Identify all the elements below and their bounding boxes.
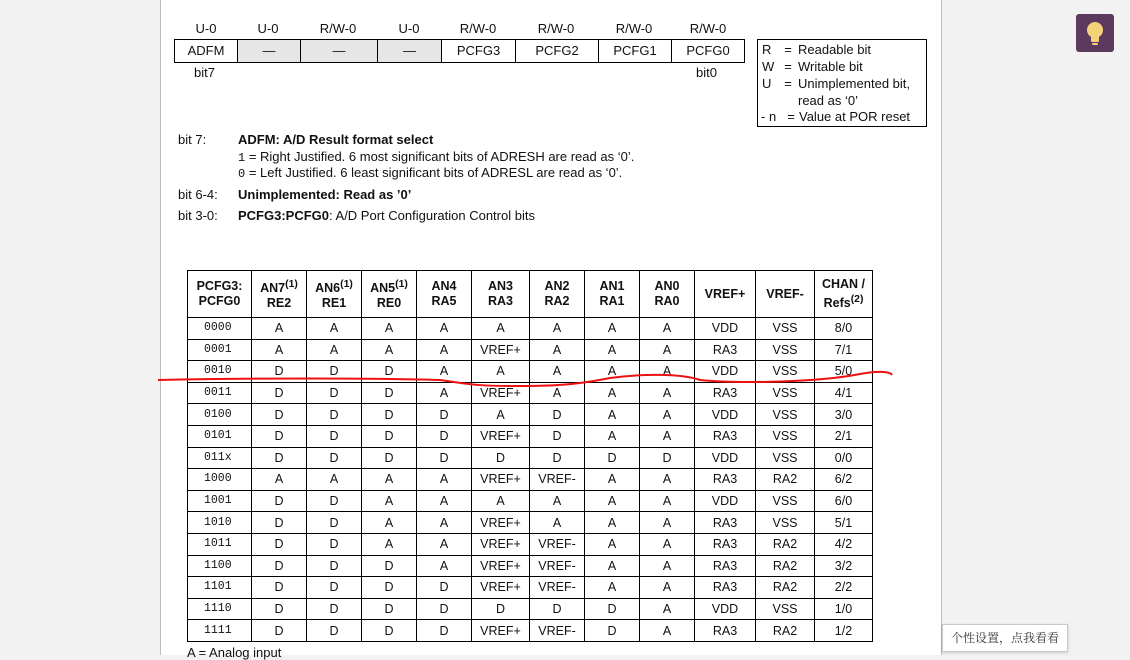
table-cell: D (307, 404, 362, 426)
table-cell: A (585, 339, 640, 361)
table-cell: RA2 (756, 533, 815, 555)
table-cell: VREF+ (472, 382, 530, 404)
table-cell: 1/2 (815, 620, 873, 642)
table-cell: A (640, 318, 695, 340)
table-cell: 6/2 (815, 469, 873, 491)
table-cell: D (585, 620, 640, 642)
table-cell: VREF- (530, 555, 585, 577)
table-cell: VSS (756, 512, 815, 534)
table-cell: VDD (695, 598, 756, 620)
table-cell: D (530, 404, 585, 426)
table-cell: VREF+ (472, 620, 530, 642)
col-header-chan: CHAN / Refs$^{(2)}$ (815, 271, 873, 318)
table-cell: A (362, 533, 417, 555)
table-cell: A (640, 425, 695, 447)
table-cell: VSS (756, 382, 815, 404)
pcfg-code-cell: 1110 (188, 598, 252, 620)
legend-row: read as ‘0’ (798, 93, 858, 108)
table-row (188, 361, 873, 383)
table-cell: VREF- (530, 533, 585, 555)
table-cell: D (252, 533, 307, 555)
table-cell: RA3 (695, 469, 756, 491)
legend-row: U = Unimplemented bit, (762, 76, 910, 91)
table-cell: A (640, 361, 695, 383)
table-cell: A (472, 404, 530, 426)
bit7-title: ADFM: A/D Result format select (238, 132, 434, 147)
reg-bit-adfm: ADFM (175, 40, 238, 62)
table-cell: VDD (695, 490, 756, 512)
table-cell: A (640, 598, 695, 620)
table-cell: D (530, 447, 585, 469)
table-cell: D (472, 598, 530, 620)
table-row (188, 555, 873, 577)
bit-low-label: bit0 (696, 65, 717, 80)
table-row (188, 598, 873, 620)
table-cell: RA3 (695, 339, 756, 361)
table-cell: A (585, 512, 640, 534)
table-cell: RA3 (695, 555, 756, 577)
table-cell: D (307, 577, 362, 599)
table-cell: RA2 (756, 577, 815, 599)
col-header-an5: AN5$^{(1)}$ RE0 (362, 271, 417, 318)
table-cell: VREF+ (472, 577, 530, 599)
table-row (188, 490, 873, 512)
access-bit1: R/W-0 (615, 21, 653, 36)
table-cell: 5/1 (815, 512, 873, 534)
table-cell: A (307, 469, 362, 491)
table-cell: A (585, 555, 640, 577)
table-cell: D (362, 404, 417, 426)
hint-button[interactable] (1076, 14, 1114, 52)
pcfg-code-cell: 1000 (188, 469, 252, 491)
pcfg-code-cell: 0010 (188, 361, 252, 383)
table-cell: A (640, 469, 695, 491)
legend-row: - n = Value at POR reset (761, 109, 911, 124)
bit7-label: bit 7: (178, 132, 207, 147)
table-cell: RA3 (695, 533, 756, 555)
bit30-label: bit 3-0: (178, 208, 218, 223)
pcfg-code-cell: 0100 (188, 404, 252, 426)
table-cell: A (585, 382, 640, 404)
table-cell: A (585, 577, 640, 599)
table-cell: RA3 (695, 620, 756, 642)
table-cell: D (417, 620, 472, 642)
table-row (188, 469, 873, 491)
table-cell: RA2 (756, 620, 815, 642)
settings-tooltip[interactable]: 个性设置，点我看看 (942, 624, 1068, 652)
table-cell: VDD (695, 318, 756, 340)
table-cell: A (530, 318, 585, 340)
reg-bit5: — (301, 40, 378, 62)
table-cell: A (585, 490, 640, 512)
table-cell: 3/0 (815, 404, 873, 426)
lightbulb-icon (1076, 14, 1114, 52)
table-cell: A (417, 382, 472, 404)
col-header-an2: AN2 RA2 (530, 271, 585, 318)
footnote: A = Analog input (187, 645, 282, 660)
access-bit7: U-0 (195, 21, 217, 36)
table-cell: A (472, 361, 530, 383)
table-cell: D (252, 490, 307, 512)
table-cell: 2/1 (815, 425, 873, 447)
table-cell: D (252, 620, 307, 642)
access-bit2: R/W-0 (537, 21, 575, 36)
table-cell: VREF+ (472, 555, 530, 577)
table-cell: A (530, 490, 585, 512)
table-cell: D (252, 447, 307, 469)
table-cell: A (252, 318, 307, 340)
access-bit4: U-0 (398, 21, 420, 36)
table-cell: D (362, 620, 417, 642)
col-header-an3: AN3 RA3 (472, 271, 530, 318)
table-cell: D (362, 382, 417, 404)
pcfg-code-cell: 0000 (188, 318, 252, 340)
table-cell: D (362, 425, 417, 447)
table-cell: D (417, 404, 472, 426)
table-cell: A (585, 533, 640, 555)
table-cell: D (417, 598, 472, 620)
table-row (188, 533, 873, 555)
table-row (188, 318, 873, 340)
access-bit5: R/W-0 (319, 21, 357, 36)
table-cell: D (307, 555, 362, 577)
table-cell: VSS (756, 598, 815, 620)
table-cell: A (530, 382, 585, 404)
pcfg-code-cell: 1010 (188, 512, 252, 534)
pcfg-code-cell: 011x (188, 447, 252, 469)
table-cell: VDD (695, 361, 756, 383)
table-cell: D (307, 598, 362, 620)
table-cell: D (362, 447, 417, 469)
col-header-pcfg: PCFG3: PCFG0 (188, 271, 252, 318)
table-cell: 4/2 (815, 533, 873, 555)
table-cell: A (252, 339, 307, 361)
table-row (188, 447, 873, 469)
table-cell: VREF- (530, 469, 585, 491)
reg-bit-pcfg2: PCFG2 (516, 40, 599, 62)
table-cell: 7/1 (815, 339, 873, 361)
table-cell: D (640, 447, 695, 469)
table-cell: A (472, 490, 530, 512)
pcfg-code-cell: 1111 (188, 620, 252, 642)
table-cell: A (417, 361, 472, 383)
table-cell: A (417, 555, 472, 577)
table-row (188, 512, 873, 534)
table-cell: D (530, 598, 585, 620)
table-cell: D (362, 577, 417, 599)
table-cell: D (417, 425, 472, 447)
table-cell: 1/0 (815, 598, 873, 620)
table-cell: A (640, 382, 695, 404)
table-cell: D (252, 425, 307, 447)
col-header-vrefp: VREF+ (695, 271, 756, 318)
table-row (188, 577, 873, 599)
table-cell: D (307, 490, 362, 512)
table-cell: D (530, 425, 585, 447)
table-cell: A (585, 318, 640, 340)
table-cell: A (417, 533, 472, 555)
table-cell: D (585, 598, 640, 620)
col-header-an4: AN4 RA5 (417, 271, 472, 318)
access-bit0: R/W-0 (689, 21, 727, 36)
col-header-vrefm: VREF- (756, 271, 815, 318)
table-cell: VREF- (530, 577, 585, 599)
table-cell: 4/1 (815, 382, 873, 404)
table-cell: D (252, 512, 307, 534)
bit64-label: bit 6-4: (178, 187, 218, 202)
bit64-title: Unimplemented: Read as ’0’ (238, 187, 412, 202)
table-cell: VREF+ (472, 469, 530, 491)
table-cell: A (640, 620, 695, 642)
table-cell: A (417, 490, 472, 512)
legend-row: R = Readable bit (762, 42, 871, 57)
pcfg-code-cell: 0001 (188, 339, 252, 361)
table-cell: D (585, 447, 640, 469)
col-header-an1: AN1 RA1 (585, 271, 640, 318)
table-cell: VDD (695, 404, 756, 426)
table-cell: A (417, 339, 472, 361)
table-cell: 8/0 (815, 318, 873, 340)
table-row (188, 425, 873, 447)
table-row (188, 339, 873, 361)
table-cell: A (252, 469, 307, 491)
table-cell: D (252, 361, 307, 383)
table-cell: VREF+ (472, 512, 530, 534)
table-cell: 3/2 (815, 555, 873, 577)
table-cell: A (417, 318, 472, 340)
table-cell: D (307, 533, 362, 555)
access-bit3: R/W-0 (459, 21, 497, 36)
table-cell: A (417, 512, 472, 534)
table-cell: A (585, 361, 640, 383)
bit7-option-0: 0 = Left Justified. 6 least significant bits of ADRESL are read as ‘0’. (238, 165, 623, 181)
table-cell: VREF+ (472, 339, 530, 361)
table-cell: RA2 (756, 469, 815, 491)
table-body (188, 318, 873, 642)
table-row (188, 620, 873, 642)
table-cell: VREF- (530, 620, 585, 642)
table-cell: A (640, 512, 695, 534)
table-cell: RA2 (756, 555, 815, 577)
col-header-an0: AN0 RA0 (640, 271, 695, 318)
table-cell: D (417, 577, 472, 599)
table-cell: 0/0 (815, 447, 873, 469)
table-cell: D (362, 361, 417, 383)
bit-high-label: bit7 (194, 65, 215, 80)
table-cell: A (640, 490, 695, 512)
col-header-an6: AN6$^{(1)}$ RE1 (307, 271, 362, 318)
table-cell: 2/2 (815, 577, 873, 599)
table-cell: A (362, 339, 417, 361)
reg-bit6: — (238, 40, 301, 62)
pcfg-code-cell: 1001 (188, 490, 252, 512)
table-cell: D (252, 404, 307, 426)
table-cell: D (472, 447, 530, 469)
pcfg-code-cell: 1101 (188, 577, 252, 599)
table-cell: VSS (756, 339, 815, 361)
table-cell: D (307, 425, 362, 447)
table-cell: VREF+ (472, 425, 530, 447)
table-cell: VSS (756, 404, 815, 426)
table-cell: D (307, 620, 362, 642)
table-cell: A (530, 512, 585, 534)
reg-bit-pcfg0: PCFG0 (686, 43, 730, 58)
table-cell: A (640, 339, 695, 361)
table-cell: VSS (756, 425, 815, 447)
table-cell: D (307, 512, 362, 534)
bit30-desc: PCFG3:PCFG0: A/D Port Configuration Control bits (238, 208, 535, 223)
table-cell: D (307, 361, 362, 383)
table-cell: A (530, 361, 585, 383)
table-cell: VDD (695, 447, 756, 469)
reg-bit-pcfg1: PCFG1 (599, 40, 672, 62)
table-cell: D (362, 598, 417, 620)
table-cell: A (362, 469, 417, 491)
table-cell: A (640, 533, 695, 555)
table-cell: A (307, 339, 362, 361)
table-cell: A (640, 555, 695, 577)
pcfg-code-cell: 1100 (188, 555, 252, 577)
legend-box (757, 39, 927, 127)
table-cell: VSS (756, 490, 815, 512)
pcfg-code-cell: 0011 (188, 382, 252, 404)
table-cell: VSS (756, 447, 815, 469)
table-cell: D (307, 382, 362, 404)
pcfg-code-cell: 0101 (188, 425, 252, 447)
table-cell: VSS (756, 361, 815, 383)
table-cell: 6/0 (815, 490, 873, 512)
table-cell: VSS (756, 318, 815, 340)
table-cell: RA3 (695, 382, 756, 404)
table-row (188, 382, 873, 404)
table-cell: D (417, 447, 472, 469)
pcfg-code-cell: 1011 (188, 533, 252, 555)
table-header-row (188, 271, 873, 318)
col-header-an7: AN7$^{(1)}$ RE2 (252, 271, 307, 318)
table-cell: A (472, 318, 530, 340)
table-cell: A (362, 318, 417, 340)
table-cell: A (307, 318, 362, 340)
table-cell: A (585, 404, 640, 426)
table-cell: 5/0 (815, 361, 873, 383)
table-cell: RA3 (695, 425, 756, 447)
table-cell: A (362, 512, 417, 534)
table-cell: A (362, 490, 417, 512)
table-cell: A (585, 425, 640, 447)
reg-bit4: — (378, 40, 442, 62)
legend-row: W = Writable bit (762, 59, 863, 74)
table-cell: D (307, 447, 362, 469)
table-cell: A (417, 469, 472, 491)
bit7-option-1: 1 = Right Justified. 6 most significant bits of ADRESH are read as ‘0’. (238, 149, 635, 165)
table-row (188, 404, 873, 426)
table-cell: A (530, 339, 585, 361)
table-cell: D (362, 555, 417, 577)
table-cell: A (640, 404, 695, 426)
table-cell: VREF+ (472, 533, 530, 555)
access-bit6: U-0 (257, 21, 279, 36)
pcfg-table (187, 270, 873, 642)
register-bits-row (174, 39, 745, 63)
table-cell: RA3 (695, 512, 756, 534)
table-cell: D (252, 577, 307, 599)
table-cell: D (252, 598, 307, 620)
table-cell: D (252, 382, 307, 404)
table-cell: RA3 (695, 577, 756, 599)
table-cell: A (585, 469, 640, 491)
table-cell: A (640, 577, 695, 599)
reg-bit-pcfg3: PCFG3 (442, 40, 516, 62)
table-cell: D (252, 555, 307, 577)
